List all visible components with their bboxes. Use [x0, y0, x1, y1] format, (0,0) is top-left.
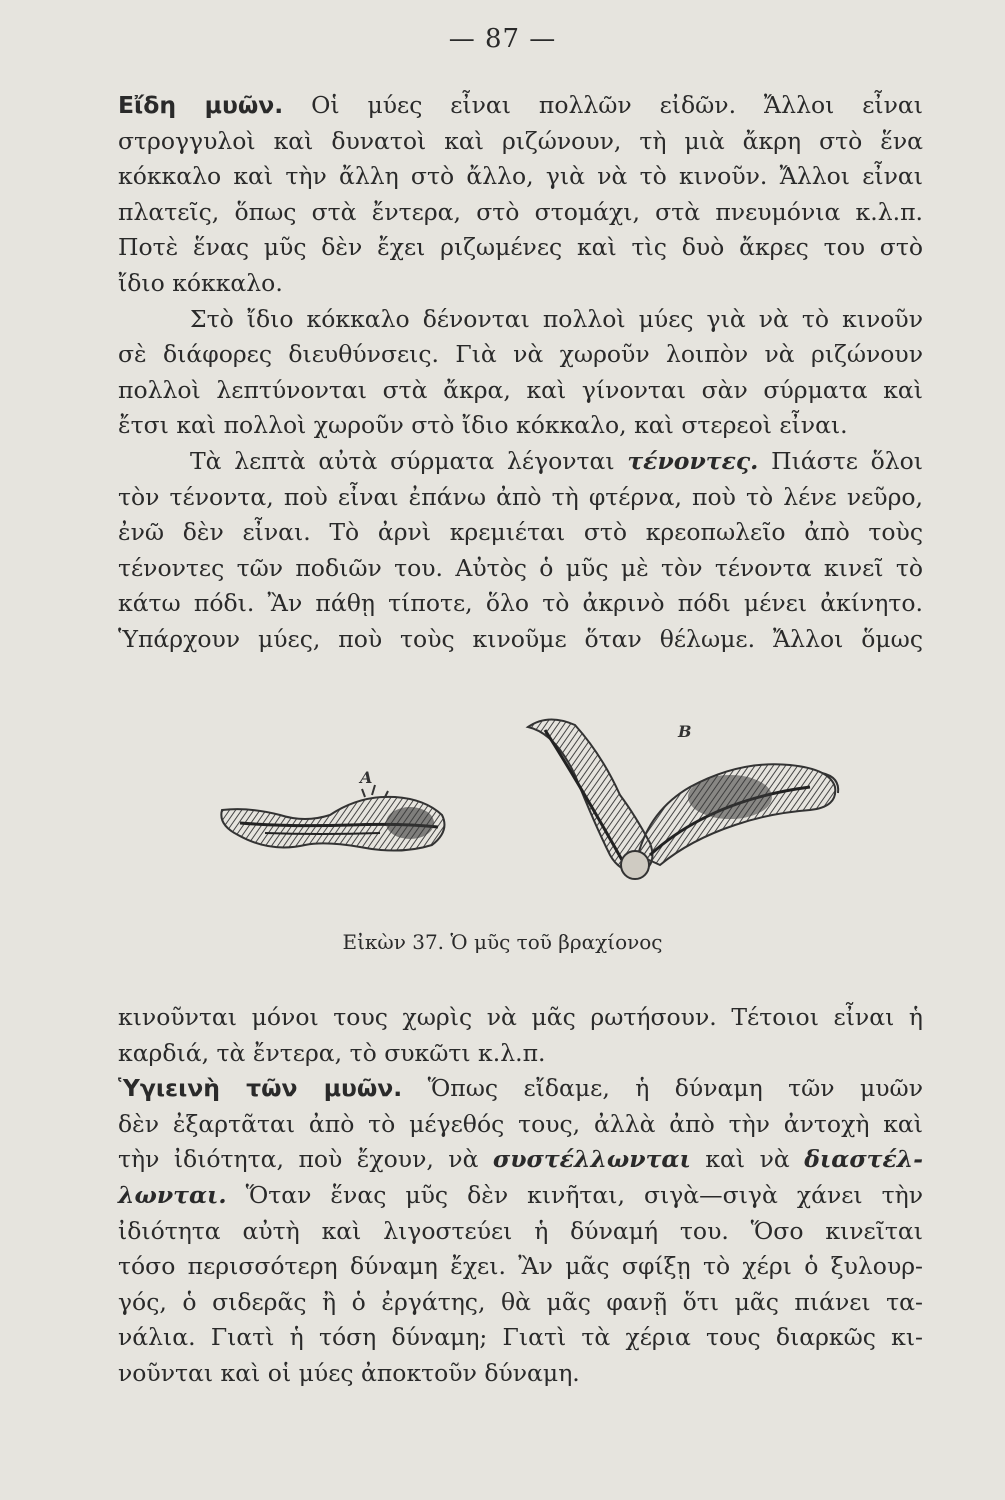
- text-segment: νάλια. Γιατὶ ἡ τόση δύναμη; Γιατὶ τὰ χέρια τους διαρκῶς κι-: [118, 1323, 923, 1352]
- text-line: [118, 551, 923, 587]
- text-segment: ἰδιότητα αὐτὴ καὶ λιγοστεύει ἡ δύναμή του. Ὅσο κινεῖται: [118, 1216, 923, 1245]
- text-line: [118, 1285, 923, 1321]
- page-number: — 87 —: [448, 24, 557, 54]
- text-segment: Ποτὲ ἕνας μῦς δὲν ἔχει ριζωμένες καὶ τὶς δυὸ ἄκρες του στὸ: [118, 233, 923, 262]
- text-line: [118, 1178, 923, 1214]
- text-line: [118, 302, 923, 338]
- text-segment: κόκκαλο καὶ τὴν ἄλλη στὸ ἄλλο, γιὰ νὰ τὸ κινοῦν. Ἄλλοι εἶναι: [118, 162, 923, 191]
- text-segment: ἔτσι καὶ πολλοὶ χωροῦν στὸ ἴδιο κόκκαλο, καὶ στερεοὶ εἶναι.: [118, 411, 848, 440]
- text-segment: Πιάστε ὅλοι: [758, 446, 924, 475]
- text-line: [118, 444, 923, 480]
- figure-arm-muscle: [210, 715, 850, 905]
- text-segment: νοῦνται καὶ οἱ μύες ἀποκτοῦν δύναμη.: [118, 1358, 580, 1387]
- text-line: [118, 1071, 923, 1107]
- text-line: [118, 88, 923, 124]
- arm-muscle-illustration: [210, 715, 850, 905]
- text-segment: τένοντες τῶν ποδιῶν του. Αὐτὸς ὁ μῦς μὲ τὸν τένοντα κινεῖ τὸ: [118, 553, 923, 582]
- text-segment: ἴδιο κόκκαλο.: [118, 268, 283, 297]
- text-line: [118, 373, 923, 409]
- text-segment: δὲν ἐξαρτᾶται ἀπὸ τὸ μέγεθός τους, ἀλλὰ ἀπὸ τὴν ἀντοχὴ καὶ: [118, 1109, 923, 1138]
- arm-extended-drawing: [221, 785, 444, 851]
- text-segment: σὲ διάφορες διευθύνσεις. Γιὰ νὰ χωροῦν λοιπὸν νὰ ριζώνουν: [118, 340, 923, 369]
- emphasized-term: διαστέλ-: [804, 1145, 923, 1174]
- text-line: [118, 337, 923, 373]
- text-segment: Στὸ ἴδιο κόκκαλο δένονται πολλοὶ μύες γιὰ νὰ τὸ κινοῦν: [190, 304, 923, 333]
- emphasized-term: τένοντες.: [627, 446, 759, 475]
- text-segment: Ὅταν ἕνας μῦς δὲν κινῆται, σιγὰ—σιγὰ χάνει τὴν: [226, 1180, 923, 1209]
- section-heading: Εἴδη μυῶν.: [118, 91, 284, 119]
- text-line: [118, 1249, 923, 1285]
- figure-label-a: A: [360, 768, 373, 787]
- text-line: [118, 1107, 923, 1143]
- text-line: [118, 195, 923, 231]
- text-segment: Οἱ μύες εἶναι πολλῶν εἰδῶν. Ἄλλοι εἶναι: [283, 91, 923, 119]
- text-line: [118, 586, 923, 622]
- text-segment: Τὰ λεπτὰ αὐτὰ σύρματα λέγονται: [190, 446, 628, 475]
- section-heading: Ὑγιεινὴ τῶν μυῶν.: [118, 1074, 403, 1103]
- text-line: [118, 124, 923, 160]
- figure-caption: Εἰκὼν 37. Ὁ μῦς τοῦ βραχίονος: [342, 930, 663, 954]
- text-block-top: [118, 88, 923, 658]
- text-line: [118, 1000, 923, 1036]
- text-line: [118, 1036, 923, 1072]
- text-segment: ἐνῶ δὲν εἶναι. Τὸ ἀρνὶ κρεμιέται στὸ κρεοπωλεῖο ἀπὸ τοὺς: [118, 518, 923, 547]
- text-line: [118, 408, 923, 444]
- text-line: [118, 1142, 923, 1178]
- text-line: [118, 515, 923, 551]
- text-segment: πολλοὶ λεπτύνονται στὰ ἄκρα, καὶ γίνονται σὰν σύρματα καὶ: [118, 375, 923, 404]
- text-segment: καρδιά, τὰ ἔντερα, τὸ συκῶτι κ.λ.π.: [118, 1038, 546, 1067]
- text-segment: στρογγυλοὶ καὶ δυνατοὶ καὶ ριζώνουν, τὴ μιὰ ἄκρη στὸ ἕνα: [118, 126, 923, 155]
- text-segment: καὶ νὰ: [690, 1145, 805, 1174]
- text-segment: κινοῦνται μόνοι τους χωρὶς νὰ μᾶς ρωτήσουν. Τέτοιοι εἶναι ἡ: [118, 1003, 923, 1031]
- figure-label-b: B: [678, 722, 692, 741]
- text-line: [118, 622, 923, 658]
- emphasized-term: συστέλλωνται: [492, 1145, 691, 1174]
- emphasized-term: λωνται.: [118, 1180, 227, 1209]
- text-line: [118, 1320, 923, 1356]
- text-line: [118, 266, 923, 302]
- arm-flexed-drawing: [528, 719, 838, 879]
- text-line: [118, 480, 923, 516]
- text-segment: κάτω πόδι. Ἂν πάθῃ τίποτε, ὅλο τὸ ἀκρινὸ πόδι μένει ἀκίνητο.: [118, 589, 923, 618]
- text-block-bottom: [118, 1000, 923, 1392]
- text-line: [118, 159, 923, 195]
- text-segment: τὸν τένοντα, ποὺ εἶναι ἐπάνω ἀπὸ τὴ φτέρνα, ποὺ τὸ λένε νεῦρο,: [118, 482, 923, 511]
- text-segment: Ὑπάρχουν μύες, ποὺ τοὺς κινοῦμε ὅταν θέλωμε. Ἄλλοι ὅμως: [118, 624, 923, 653]
- text-segment: πλατεῖς, ὅπως στὰ ἔντερα, στὸ στομάχι, στὰ πνευμόνια κ.λ.π.: [118, 197, 923, 226]
- text-line: [118, 1356, 923, 1392]
- text-segment: γός, ὁ σιδερᾶς ἢ ὁ ἐργάτης, θὰ μᾶς φανῇ ὅτι μᾶς πιάνει τα-: [118, 1287, 923, 1316]
- text-segment: τὴν ἰδιότητα, ποὺ ἔχουν, νὰ: [118, 1145, 493, 1174]
- text-line: [118, 230, 923, 266]
- text-line: [118, 1214, 923, 1250]
- text-segment: Ὅπως εἴδαμε, ἡ δύναμη τῶν μυῶν: [402, 1074, 924, 1103]
- text-segment: τόσο περισσότερη δύναμη ἔχει. Ἂν μᾶς σφίξῃ τὸ χέρι ὁ ξυλουρ-: [118, 1252, 923, 1281]
